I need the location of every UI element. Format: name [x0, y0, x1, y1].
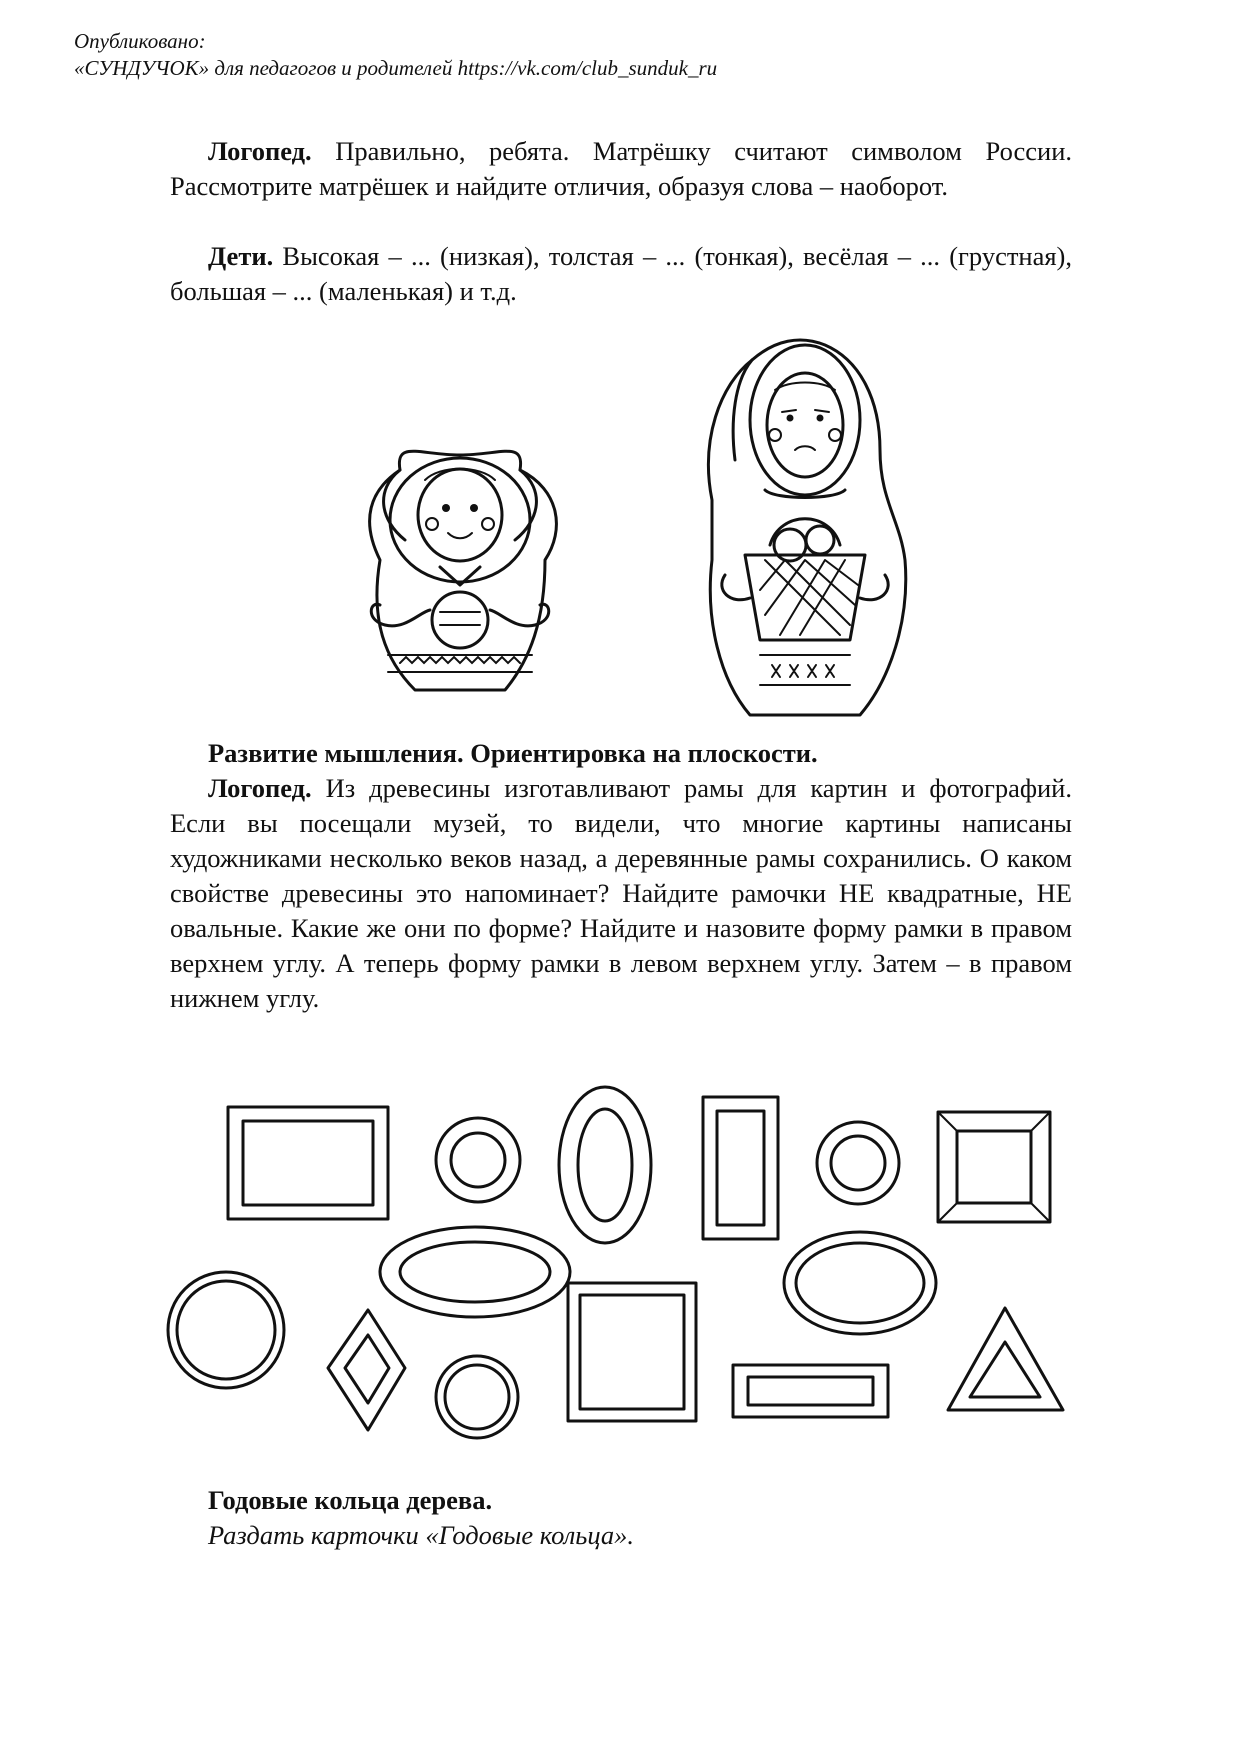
frame-oval-vertical [559, 1087, 651, 1243]
section-heading-thinking: Развитие мышления. Ориентировка на плоскости. [208, 738, 818, 768]
frame-square-top-right [938, 1112, 1050, 1222]
speaker-label: Логопед. [208, 136, 312, 166]
header-published: Опубликовано: [74, 29, 206, 53]
header-source: «СУНДУЧОК» для педагогов и родителей https://vk.com/club_sunduk_ru [74, 56, 718, 80]
section-heading-rings: Годовые кольца дерева. [208, 1485, 493, 1515]
paragraph-text: Высокая – ... (низкая), толстая – ... (тонкая), весёлая – ... (грустная), большая – ... (маленькая) и т.д. [170, 241, 1072, 306]
frame-circle-top [436, 1118, 520, 1202]
instruction-cards: Раздать карточки «Годовые кольца». [208, 1520, 635, 1550]
frame-circle-top-right [817, 1122, 899, 1204]
frame-rectangle-bottom [733, 1365, 888, 1417]
frame-circle-large-left [168, 1272, 284, 1388]
frame-oval-right [784, 1232, 936, 1334]
speaker-label: Логопед. [208, 773, 312, 803]
frame-rectangle-vertical [703, 1097, 778, 1239]
frame-rhombus [328, 1310, 405, 1430]
frame-oval-horizontal [380, 1227, 570, 1317]
paragraph-text: Из древесины изготавливают рамы для картин и фотографий. Если вы посещали музей, то видели, что многие картины написаны художниками несколько веков назад, а деревянные рамы сохранились. О каком свойстве древесины это напоминает? Найдите рамочки НЕ квадратные, НЕ овальные. Какие же они по форме? Найдите и назовите форму рамки в правом верхнем углу. А теперь форму рамки в левом верхнем углу. Затем – в правом нижнем углу. [170, 773, 1072, 1013]
frame-rectangle-top-left [228, 1107, 388, 1219]
frame-triangle [948, 1308, 1063, 1410]
frame-square-center [568, 1283, 696, 1421]
paragraph-text: Правильно, ребята. Матрёшку считают символом России. Рассмотрите матрёшек и найдите отличия, образуя слова – наоборот. [170, 136, 1072, 201]
speaker-label: Дети. [208, 241, 274, 271]
frame-circle-bottom [436, 1356, 518, 1438]
